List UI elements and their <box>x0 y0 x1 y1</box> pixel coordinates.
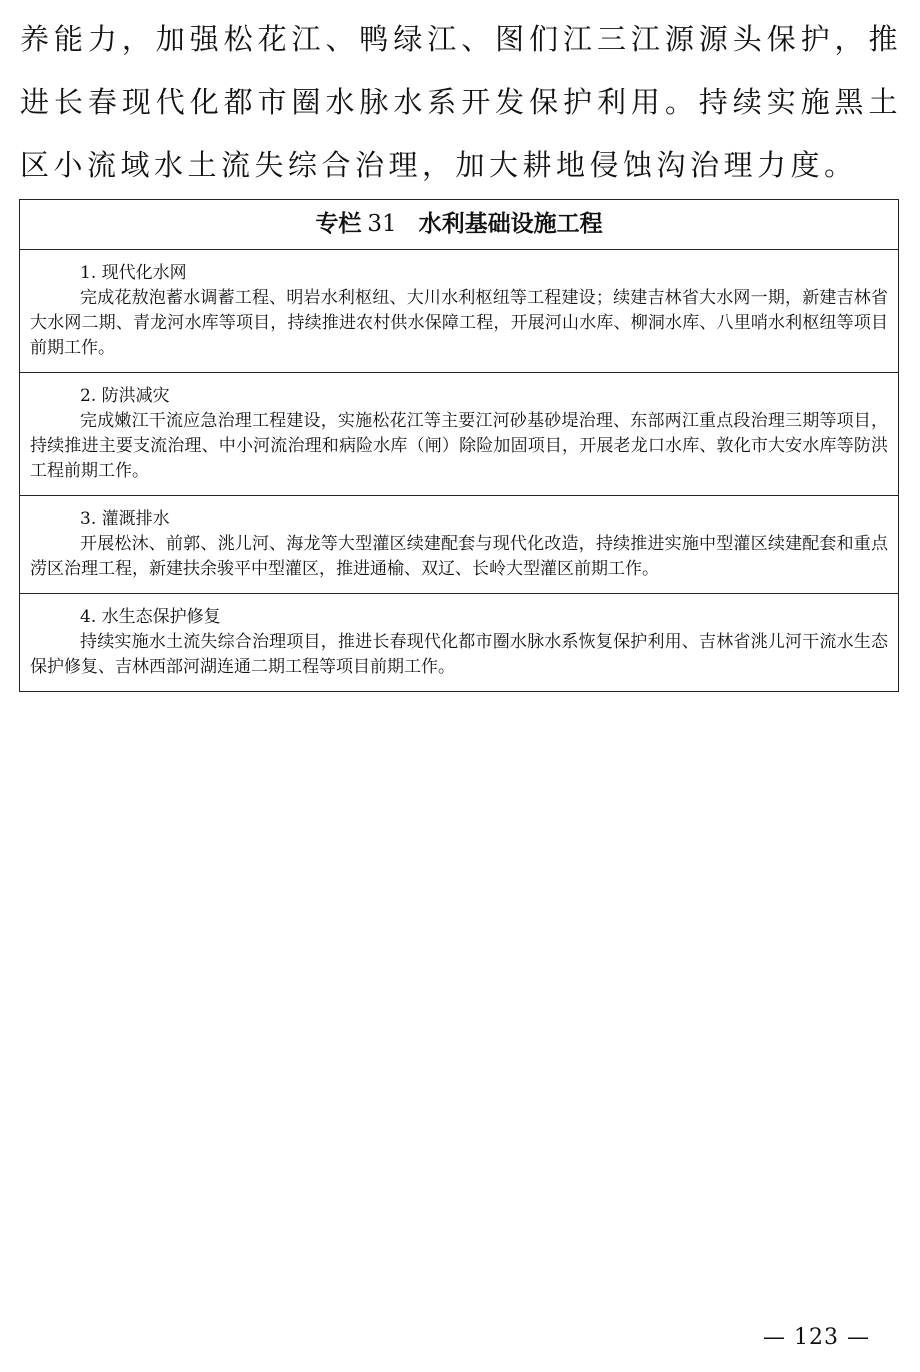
section-heading: 4. 水生态保护修复 <box>80 607 221 627</box>
section-body: 完成嫩江干流应急治理工程建设，实施松花江等主要江河砂基砂堤治理、东部两江重点段治理三期等项目，持续推进主要支流治理、中小河流治理和病险水库（闸）除险加固项目，开展老龙口水库、敦化市大安水库等防洪工程前期工作。 <box>30 411 888 481</box>
page-number: — 123 — <box>763 1325 870 1350</box>
section-heading: 3. 灌溉排水 <box>80 509 170 529</box>
box-title <box>20 200 898 250</box>
box-section-flood-control <box>20 373 898 496</box>
box-section-water-ecology <box>20 594 898 691</box>
section-heading: 1. 现代化水网 <box>80 263 187 283</box>
section-body: 持续实施水土流失综合治理项目，推进长春现代化都市圈水脉水系恢复保护利用、吉林省洮儿河干流水生态保护修复、吉林西部河湖连通二期工程等项目前期工作。 <box>30 632 888 677</box>
box-title-number: 31 <box>367 211 397 237</box>
feature-box <box>19 199 899 692</box>
box-title-prefix: 专栏 <box>315 211 362 237</box>
box-title-name: 水利基础设施工程 <box>418 211 603 237</box>
intro-paragraph: 养能力，加强松花江、鸭绿江、图们江三江源源头保护，推进长春现代化都市圈水脉水系开发保护利用。持续实施黑土区小流域水土流失综合治理，加大耕地侵蚀沟治理力度。 <box>20 22 902 182</box>
box-section-irrigation-drainage <box>20 496 898 594</box>
section-body: 开展松沐、前郭、洮儿河、海龙等大型灌区续建配套与现代化改造，持续推进实施中型灌区续建配套和重点涝区治理工程，新建扶余骏平中型灌区，推进通榆、双辽、长岭大型灌区前期工作。 <box>30 534 888 579</box>
box-section-modern-water-network <box>20 250 898 373</box>
section-heading: 2. 防洪减灾 <box>80 386 170 406</box>
section-body: 完成花敖泡蓄水调蓄工程、明岩水利枢纽、大川水利枢纽等工程建设；续建吉林省大水网一期，新建吉林省大水网二期、青龙河水库等项目，持续推进农村供水保障工程，开展河山水库、柳洞水库、八里哨水利枢纽等项目前期工作。 <box>30 288 888 358</box>
